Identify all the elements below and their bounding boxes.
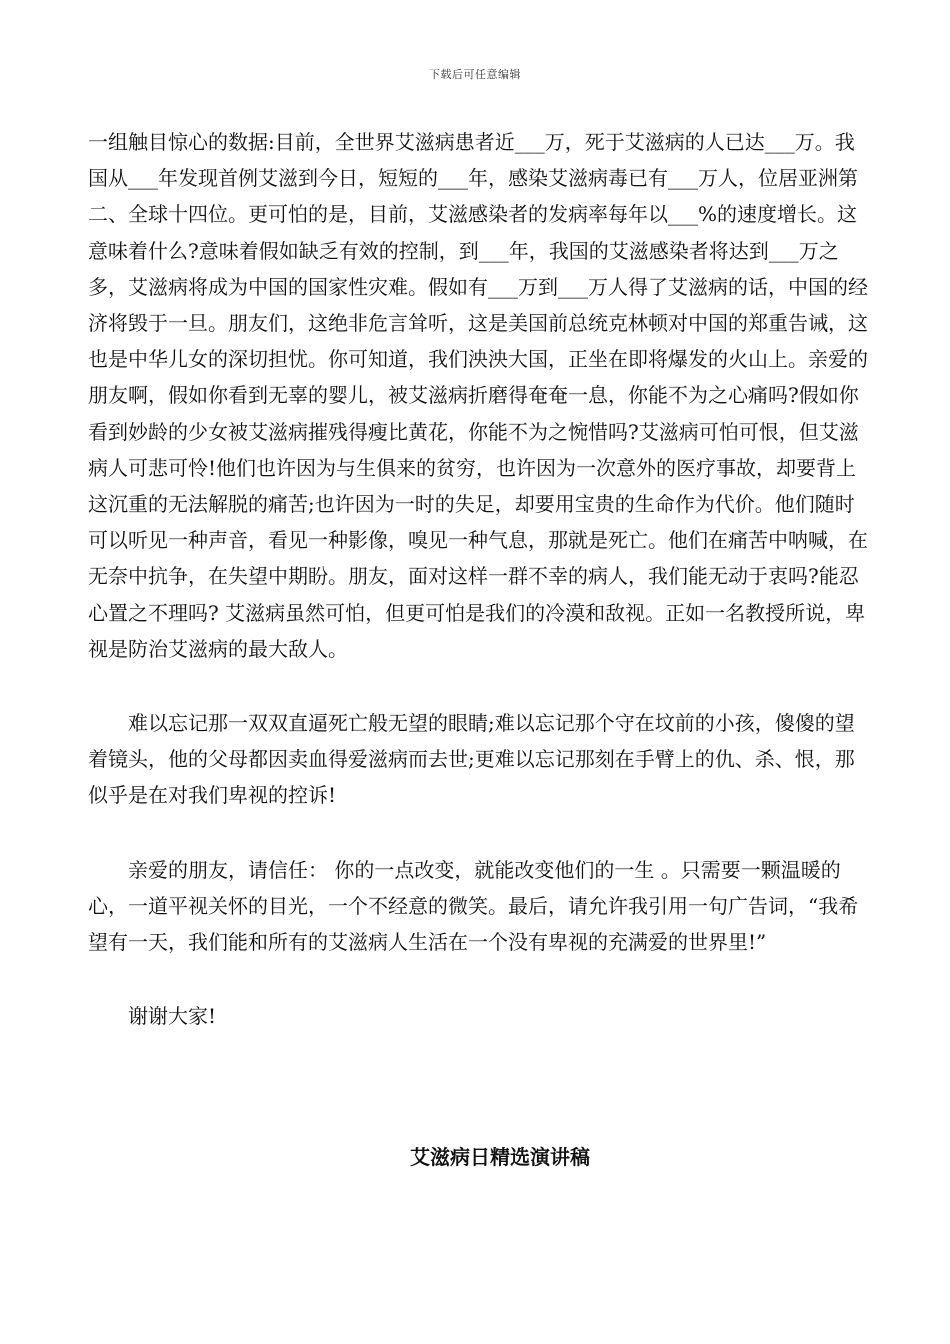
paragraph-spacer xyxy=(88,667,868,705)
paragraph-statistics: 一组触目惊心的数据:目前，全世界艾滋病患者近___万，死于艾滋病的人已达___万。我国从___年发现首例艾滋到今日，短短的___年，感染艾滋病毒已有___万人，位居亚洲第二、全球十四位。更可怕的是，目前，艾滋感染者的发病率每年以___%的速度增长。这意味着什么?意味着假如缺乏有效的控制，到___年，我国的艾滋感染者将达到___万之多，艾滋病将成为中国的国家性灾难。假如有___万到___万人得了艾滋病的话，中国的经济将毁于一旦。朋友们，这绝非危言耸听，这是美国前总统克林顿对中国的郑重告诫，这也是中华儿女的深切担忧。你可知道，我们泱泱大国，正坐在即将爆发的火山上。亲爱的朋友啊，假如你看到无辜的婴儿，被艾滋病折磨得奄奄一息，你能不为之心痛吗?假如你看到妙龄的少女被艾滋病摧残得瘦比黄花，你能不为之惋惜吗?艾滋病可怕可恨，但艾滋病人可悲可怜!他们也许因为与生俱来的贫穷，也许因为一次意外的医疗事故，却要背上这沉重的无法解脱的痛苦;也许因为一时的失足，却要用宝贵的生命作为代价。他们随时可以听见一种声音，看见一种影像，嗅见一种气息，那就是死亡。他们在痛苦中呐喊，在无奈中抗争，在失望中期盼。朋友，面对这样一群不幸的病人，我们能无动于衷吗?能忍心置之不理吗? 艾滋病虽然可怕，但更可怕是我们的冷漠和敌视。正如一名教授所说，卑视是防治艾滋病的最大敌人。 xyxy=(88,130,868,661)
section-title: 艾滋病日精选演讲稿 xyxy=(410,1145,590,1169)
paragraph-unforgettable: 难以忘记那一双双直逼死亡般无望的眼睛;难以忘记那个守在坟前的小孩，傻傻的望着镜头，他的父母都因卖血得爱滋病而去世;更难以忘记那刻在手臂上的仇、杀、恨，那似乎是在对我们卑视的控诉! xyxy=(88,711,855,808)
paragraph-spacer xyxy=(88,814,868,852)
page-header: 下载后可任意编辑 xyxy=(429,68,521,81)
paragraph-appeal: 亲爱的朋友，请信任： 你的一点改变，就能改变他们的一生 。只需要一颗温暖的心，一道平视关怀的目光，一个不经意的微笑。最后，请允许我引用一句广告词，“我希望有一天，我们能和所有的艾滋病人生活在一个没有卑视的充满爱的世界里!” xyxy=(88,857,859,955)
document-body xyxy=(88,124,868,1034)
paragraph-spacer xyxy=(88,960,868,998)
paragraph-thanks: 谢谢大家! xyxy=(128,1004,217,1029)
